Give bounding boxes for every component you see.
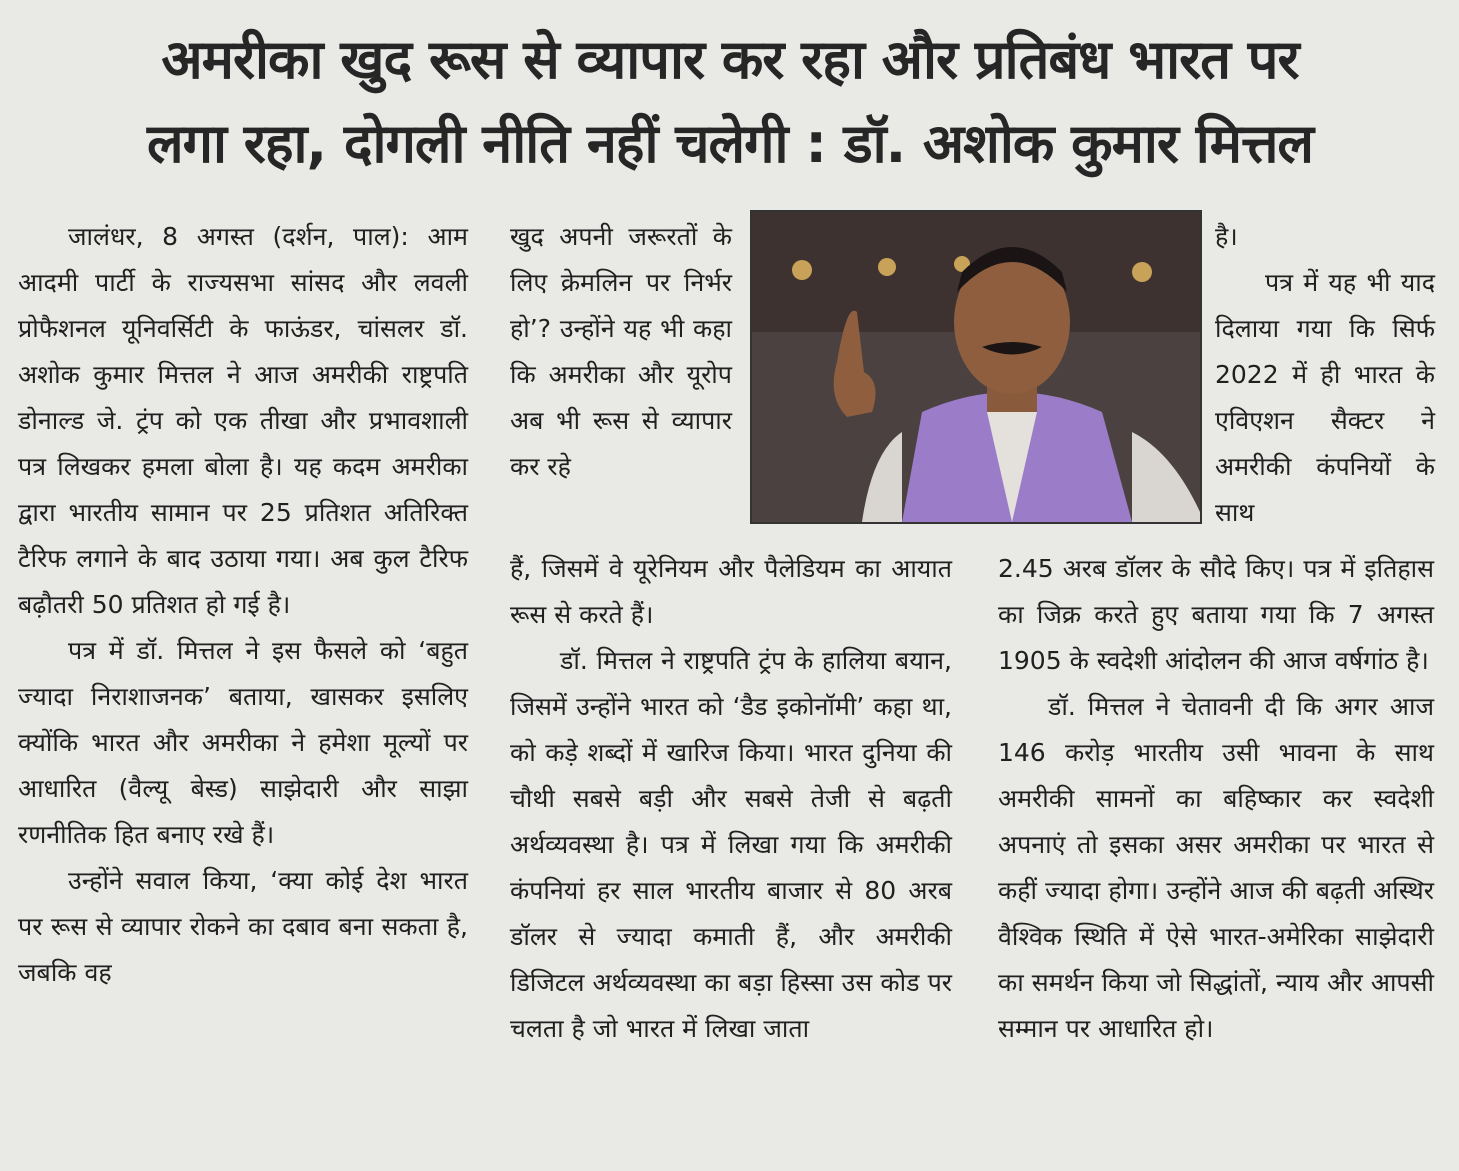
headline (30, 18, 1430, 186)
article-column-3-bottom (998, 546, 1434, 1052)
article-column-2-bottom (510, 546, 952, 1052)
article-column-3-top (1215, 214, 1435, 536)
paragraph: पत्र में डॉ. मित्तल ने इस फैसले को ‘बहुत ज्यादा निराशाजनक’ बताया, खासकर इसलिए क्योंकि भारत और अमरीका ने हमेशा मूल्यों पर आधारित (वैल्यू बेस्ड) साझेदारी और साझा रणनीतिक हित बनाए रखे हैं। (18, 636, 468, 849)
article-column-2-top (510, 214, 732, 490)
paragraph: खुद अपनी जरूरतों के लिए क्रेमलिन पर निर्भर हो’? उन्होंने यह भी कहा कि अमरीका और यूरोप अब भी रूस से व्यापार कर रहे (510, 222, 732, 481)
article-column-1 (18, 214, 468, 996)
speaker-photo (750, 210, 1202, 524)
paragraph: 2.45 अरब डॉलर के सौदे किए। पत्र में इतिहास का जिक्र करते हुए बताया गया कि 7 अगस्त 1905 के स्वदेशी आंदोलन की आज वर्षगांठ है। (998, 554, 1434, 675)
paragraph: डॉ. मित्तल ने राष्ट्रपति ट्रंप के हालिया बयान, जिसमें उन्होंने भारत को ‘डैड इकोनॉमी’ कहा था, को कड़े शब्दों में खारिज किया। भारत दुनिया की चौथी सबसे बड़ी और सबसे तेजी से बढ़ती अर्थव्यवस्था है। पत्र में लिखा गया कि अमरीकी कंपनियां हर साल भारतीय बाजार से 80 अरब डॉलर से ज्यादा कमाती हैं, और अमरीकी डिजिटल अर्थव्यवस्था का बड़ा हिस्सा उस कोड पर चलता है जो भारत में लिखा जाता (510, 646, 952, 1043)
paragraph-dateline: जालंधर, 8 अगस्त (दर्शन, पाल): आम आदमी पार्टी के राज्यसभा सांसद और लवली प्रोफैशनल यूनिवर्सिटी के फाऊंडर, चांसलर डॉ. अशोक कुमार मित्तल ने आज अमरीकी राष्ट्रपति डोनाल्ड जे. ट्रंप को एक तीखा और प्रभावशाली पत्र लिखकर हमला बोला है। यह कदम अमरीका द्वारा भारतीय सामान पर 25 प्रतिशत अतिरिक्त टैरिफ लगाने के बाद उठाया गया। अब कुल टैरिफ बढ़ौतरी 50 प्रतिशत हो गई है। (18, 222, 468, 619)
headline-line-2: लगा रहा, दोगली नीति नहीं चलेगी : डॉ. अशोक कुमार मित्तल (146, 112, 1314, 175)
paragraph: है। (1215, 222, 1238, 251)
headline-line-1: अमरीका खुद रूस से व्यापार कर रहा और प्रतिबंध भारत पर (161, 28, 1299, 91)
paragraph: हैं, जिसमें वे यूरेनियम और पैलेडियम का आयात रूस से करते हैं। (510, 554, 952, 629)
paragraph: उन्होंने सवाल किया, ‘क्या कोई देश भारत पर रूस से व्यापार रोकने का दबाव बना सकता है, जबकि वह (18, 866, 468, 987)
paragraph: पत्र में यह भी याद दिलाया गया कि सिर्फ 2022 में ही भारत के एविएशन सैक्टर ने अमरीकी कंपनियों के साथ (1215, 268, 1435, 527)
paragraph: डॉ. मित्तल ने चेतावनी दी कि अगर आज 146 करोड़ भारतीय उसी भावना के साथ अमरीकी सामनों का बहिष्कार कर स्वदेशी अपनाएं तो इसका असर अमरीका पर भारत से कहीं ज्यादा होगा। उन्होंने आज की बढ़ती अस्थिर वैश्विक स्थिति में ऐसे भारत-अमेरिका साझेदारी का समर्थन किया जो सिद्धांतों, न्याय और आपसी सम्मान पर आधारित हो। (998, 692, 1434, 1043)
photo-illustration (752, 212, 1200, 522)
